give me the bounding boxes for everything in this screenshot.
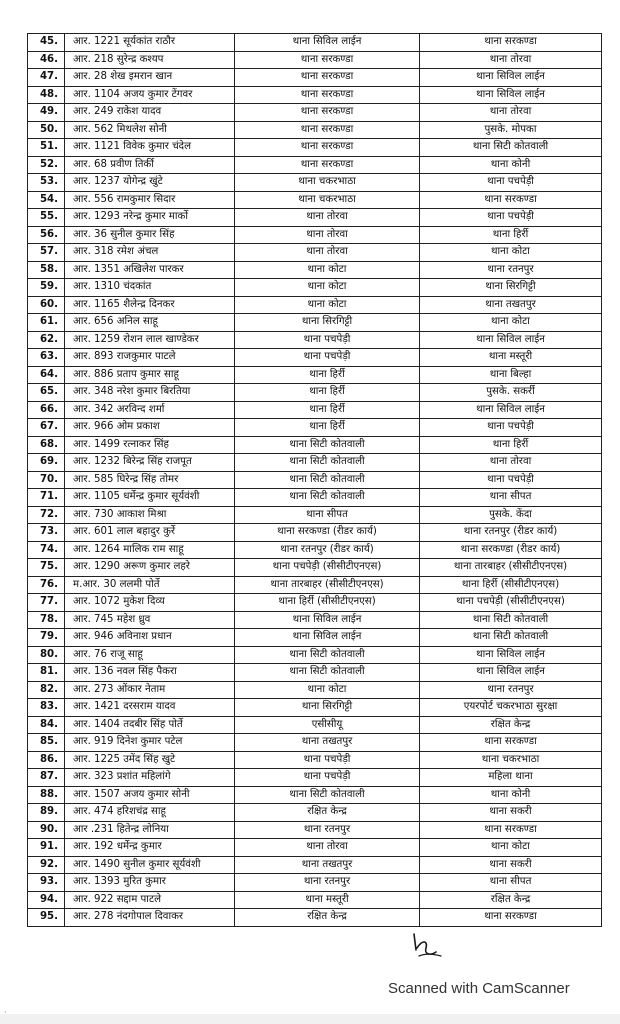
employee-name: आर. 474 हरिशचंद्र साहू xyxy=(65,804,235,822)
from-station: थाना मस्तूरी xyxy=(235,891,420,909)
to-station: थाना तोरवा xyxy=(420,51,602,69)
to-station: थाना कोटा xyxy=(420,314,602,332)
row-number: 81. xyxy=(28,664,65,682)
row-number: 70. xyxy=(28,471,65,489)
employee-name: आर. 28 शेख इमरान खान xyxy=(65,69,235,87)
from-station: थाना तोरवा xyxy=(235,244,420,262)
from-station: थाना सरकण्डा xyxy=(235,156,420,174)
from-station: थाना सिटी कोतवाली xyxy=(235,436,420,454)
to-station: थाना तोरवा xyxy=(420,454,602,472)
employee-name: आर .231 हितेन्द्र लोनिया xyxy=(65,821,235,839)
from-station: थाना सरकण्डा xyxy=(235,86,420,104)
to-station: थाना कोटा xyxy=(420,244,602,262)
row-number: 84. xyxy=(28,716,65,734)
employee-name: आर. 966 ओम प्रकाश xyxy=(65,419,235,437)
row-number: 67. xyxy=(28,419,65,437)
employee-name: आर. 323 प्रशांत महिलांगे xyxy=(65,769,235,787)
from-station: थाना कोटा xyxy=(235,279,420,297)
from-station: थाना रतनपुर xyxy=(235,874,420,892)
employee-name: आर. 1490 सुनील कुमार सूर्यवंशी xyxy=(65,856,235,874)
row-number: 91. xyxy=(28,839,65,857)
from-station: थाना तखतपुर xyxy=(235,856,420,874)
camscanner-watermark: Scanned with CamScanner xyxy=(388,980,570,997)
employee-name: आर. 1259 रोशन लाल खाण्डेकर xyxy=(65,331,235,349)
to-station: थाना कोटा xyxy=(420,839,602,857)
employee-name: आर. 1225 उमेंद सिंह खुटे xyxy=(65,751,235,769)
employee-name: आर. 601 लाल बहादुर कुर्रे xyxy=(65,524,235,542)
row-number: 77. xyxy=(28,594,65,612)
table-row xyxy=(28,891,602,909)
from-station: थाना सिरगिट्टी xyxy=(235,314,420,332)
employee-name: आर. 1507 अजय कुमार सोनी xyxy=(65,786,235,804)
row-number: 71. xyxy=(28,489,65,507)
from-station: थाना हिर्री xyxy=(235,419,420,437)
table-row xyxy=(28,209,602,227)
to-station: थाना पचपेड़ी (सीसीटीएनएस) xyxy=(420,594,602,612)
row-number: 90. xyxy=(28,821,65,839)
to-station: थाना सरकण्डा xyxy=(420,734,602,752)
to-station: थाना सिविल लाईन xyxy=(420,69,602,87)
employee-name: आर. 946 अविनाश प्रधान xyxy=(65,629,235,647)
to-station: थाना सकरी xyxy=(420,804,602,822)
table-row xyxy=(28,191,602,209)
to-station: थाना सरकण्डा xyxy=(420,821,602,839)
to-station: थाना सरकण्डा xyxy=(420,34,602,52)
to-station: थाना तखतपुर xyxy=(420,296,602,314)
signature-icon xyxy=(408,926,448,966)
employee-name: आर. 1165 शैलेन्द्र दिनकर xyxy=(65,296,235,314)
from-station: थाना चकरभाठा xyxy=(235,191,420,209)
to-station: थाना तारबाहर (सीसीटीएनएस) xyxy=(420,559,602,577)
corner-mark: · xyxy=(4,1008,7,1017)
table-row xyxy=(28,86,602,104)
row-number: 86. xyxy=(28,751,65,769)
table-row xyxy=(28,629,602,647)
to-station: थाना सीपत xyxy=(420,489,602,507)
to-station: थाना चकरभाठा xyxy=(420,751,602,769)
table-row xyxy=(28,524,602,542)
employee-name: आर. 1404 तदबीर सिंह पोर्ते xyxy=(65,716,235,734)
row-number: 63. xyxy=(28,349,65,367)
to-station: थाना सिविल लाईन xyxy=(420,331,602,349)
page-bottom-strip xyxy=(0,1014,620,1024)
row-number: 65. xyxy=(28,384,65,402)
table-row xyxy=(28,34,602,52)
from-station: थाना सरकण्डा (रीडर कार्य) xyxy=(235,524,420,542)
table-row xyxy=(28,454,602,472)
row-number: 64. xyxy=(28,366,65,384)
to-station: थाना सरकण्डा (रीडर कार्य) xyxy=(420,541,602,559)
employee-name: आर. 585 घिरेन्द्र सिंह तोमर xyxy=(65,471,235,489)
table-row xyxy=(28,576,602,594)
row-number: 45. xyxy=(28,34,65,52)
transfer-table-body xyxy=(28,34,602,927)
table-row xyxy=(28,296,602,314)
row-number: 56. xyxy=(28,226,65,244)
row-number: 72. xyxy=(28,506,65,524)
to-station: थाना रतनपुर (रीडर कार्य) xyxy=(420,524,602,542)
table-row xyxy=(28,559,602,577)
table-row xyxy=(28,874,602,892)
employee-name: आर. 656 अनिल साहू xyxy=(65,314,235,332)
from-station: थाना हिर्री xyxy=(235,401,420,419)
transfer-list-sheet xyxy=(27,33,601,927)
from-station: थाना सिरगिट्टी xyxy=(235,699,420,717)
row-number: 47. xyxy=(28,69,65,87)
from-station: थाना रतनपुर (रीडर कार्य) xyxy=(235,541,420,559)
employee-name: आर. 218 सुरेन्द्र कश्यप xyxy=(65,51,235,69)
row-number: 78. xyxy=(28,611,65,629)
to-station: पुसके. सकर्री xyxy=(420,384,602,402)
row-number: 59. xyxy=(28,279,65,297)
row-number: 58. xyxy=(28,261,65,279)
table-row xyxy=(28,751,602,769)
from-station: थाना सिटी कोतवाली xyxy=(235,471,420,489)
employee-name: आर. 1293 नरेन्द्र कुमार मार्को xyxy=(65,209,235,227)
row-number: 50. xyxy=(28,121,65,139)
row-number: 52. xyxy=(28,156,65,174)
table-row xyxy=(28,821,602,839)
from-station: थाना कोटा xyxy=(235,261,420,279)
table-row xyxy=(28,139,602,157)
table-row xyxy=(28,261,602,279)
employee-name: आर. 1237 योगेन्द्र खुंटे xyxy=(65,174,235,192)
from-station: रक्षित केन्द्र xyxy=(235,804,420,822)
row-number: 79. xyxy=(28,629,65,647)
from-station: थाना पचपेड़ी xyxy=(235,751,420,769)
row-number: 68. xyxy=(28,436,65,454)
row-number: 51. xyxy=(28,139,65,157)
row-number: 62. xyxy=(28,331,65,349)
from-station: थाना सिटी कोतवाली xyxy=(235,646,420,664)
from-station: थाना पचपेड़ी (सीसीटीएनएस) xyxy=(235,559,420,577)
to-station: थाना सिविल लाईन xyxy=(420,86,602,104)
from-station: थाना सिविल लाईन xyxy=(235,629,420,647)
row-number: 85. xyxy=(28,734,65,752)
from-station: थाना सरकण्डा xyxy=(235,51,420,69)
employee-name: आर. 1290 अरूण कुमार लहरे xyxy=(65,559,235,577)
table-row xyxy=(28,104,602,122)
employee-name: आर. 1393 मुरित कुमार xyxy=(65,874,235,892)
row-number: 54. xyxy=(28,191,65,209)
employee-name: आर. 136 नवल सिंह पैकरा xyxy=(65,664,235,682)
employee-name: आर. 1264 मालिक राम साहू xyxy=(65,541,235,559)
row-number: 73. xyxy=(28,524,65,542)
from-station: थाना तोरवा xyxy=(235,226,420,244)
from-station: थाना सरकण्डा xyxy=(235,104,420,122)
table-row xyxy=(28,646,602,664)
table-row xyxy=(28,699,602,717)
table-row xyxy=(28,69,602,87)
table-row xyxy=(28,366,602,384)
from-station: थाना पचपेड़ी xyxy=(235,769,420,787)
table-row xyxy=(28,681,602,699)
employee-name: आर. 1221 सूर्यकांत राठौर xyxy=(65,34,235,52)
employee-name: आर. 318 रमेश अंचल xyxy=(65,244,235,262)
row-number: 87. xyxy=(28,769,65,787)
table-row xyxy=(28,804,602,822)
table-row xyxy=(28,541,602,559)
to-station: थाना सिटी कोतवाली xyxy=(420,629,602,647)
to-station: थाना हिर्री xyxy=(420,436,602,454)
table-row xyxy=(28,594,602,612)
to-station: थाना रतनपुर xyxy=(420,261,602,279)
table-row xyxy=(28,331,602,349)
from-station: रक्षित केन्द्र xyxy=(235,909,420,927)
to-station: पुसके. केंदा xyxy=(420,506,602,524)
from-station: थाना तोरवा xyxy=(235,839,420,857)
employee-name: आर. 278 नंदगोपाल दिवाकर xyxy=(65,909,235,927)
to-station: थाना सिविल लाईन xyxy=(420,646,602,664)
table-row xyxy=(28,121,602,139)
from-station: थाना सिटी कोतवाली xyxy=(235,664,420,682)
from-station: थाना सिटी कोतवाली xyxy=(235,454,420,472)
row-number: 93. xyxy=(28,874,65,892)
from-station: थाना सरकण्डा xyxy=(235,69,420,87)
employee-name: आर. 1351 अखिलेश पारकर xyxy=(65,261,235,279)
from-station: थाना सिविल लाईन xyxy=(235,611,420,629)
to-station: रक्षित केन्द्र xyxy=(420,716,602,734)
from-station: थाना हिर्री xyxy=(235,384,420,402)
row-number: 76. xyxy=(28,576,65,594)
row-number: 49. xyxy=(28,104,65,122)
table-row xyxy=(28,716,602,734)
employee-name: आर. 1072 मुकेश दिव्य xyxy=(65,594,235,612)
to-station: थाना हिर्री (सीसीटीएनएस) xyxy=(420,576,602,594)
to-station: थाना सिविल लाईन xyxy=(420,664,602,682)
to-station: थाना कोनी xyxy=(420,786,602,804)
from-station: थाना तारबाहर (सीसीटीएनएस) xyxy=(235,576,420,594)
employee-name: म.आर. 30 ललमी पोर्ते xyxy=(65,576,235,594)
from-station: थाना हिर्री xyxy=(235,366,420,384)
to-station: थाना सरकण्डा xyxy=(420,191,602,209)
row-number: 53. xyxy=(28,174,65,192)
to-station: थाना सिविल लाईन xyxy=(420,401,602,419)
from-station: थाना हिर्री (सीसीटीएनएस) xyxy=(235,594,420,612)
row-number: 61. xyxy=(28,314,65,332)
employee-name: आर. 919 दिनेश कुमार पटेल xyxy=(65,734,235,752)
to-station: महिला थाना xyxy=(420,769,602,787)
table-row xyxy=(28,51,602,69)
employee-name: आर. 36 सुनील कुमार सिंह xyxy=(65,226,235,244)
row-number: 92. xyxy=(28,856,65,874)
from-station: थाना तखतपुर xyxy=(235,734,420,752)
to-station: थाना तोरवा xyxy=(420,104,602,122)
table-row xyxy=(28,349,602,367)
from-station: थाना चकरभाठा xyxy=(235,174,420,192)
row-number: 83. xyxy=(28,699,65,717)
table-row xyxy=(28,506,602,524)
row-number: 55. xyxy=(28,209,65,227)
to-station: पुसके. मोपका xyxy=(420,121,602,139)
table-row xyxy=(28,156,602,174)
employee-name: आर. 342 अरविन्द शर्मा xyxy=(65,401,235,419)
employee-name: आर. 1310 चंदकांत xyxy=(65,279,235,297)
from-station: थाना सिटी कोतवाली xyxy=(235,786,420,804)
from-station: थाना सीपत xyxy=(235,506,420,524)
from-station: थाना कोटा xyxy=(235,296,420,314)
table-row xyxy=(28,909,602,927)
to-station: थाना सिटी कोतवाली xyxy=(420,611,602,629)
table-row xyxy=(28,314,602,332)
table-row xyxy=(28,244,602,262)
row-number: 57. xyxy=(28,244,65,262)
from-station: थाना तोरवा xyxy=(235,209,420,227)
employee-name: आर. 562 मिथलेश सोनी xyxy=(65,121,235,139)
to-station: एयरपोर्ट चकरभाठा सुरक्षा xyxy=(420,699,602,717)
employee-name: आर. 348 नरेश कुमार बिरतिया xyxy=(65,384,235,402)
employee-name: आर. 1499 रत्नाकर सिंह xyxy=(65,436,235,454)
row-number: 74. xyxy=(28,541,65,559)
to-station: थाना सीपत xyxy=(420,874,602,892)
table-row xyxy=(28,174,602,192)
to-station: थाना पचपेड़ी xyxy=(420,174,602,192)
table-row xyxy=(28,664,602,682)
table-row xyxy=(28,436,602,454)
employee-name: आर. 556 रामकुमार सिदार xyxy=(65,191,235,209)
from-station: थाना पचपेड़ी xyxy=(235,349,420,367)
table-row xyxy=(28,489,602,507)
to-station: थाना कोनी xyxy=(420,156,602,174)
table-row xyxy=(28,279,602,297)
table-row xyxy=(28,226,602,244)
row-number: 75. xyxy=(28,559,65,577)
from-station: थाना सरकण्डा xyxy=(235,121,420,139)
employee-name: आर. 273 ओंकार नेताम xyxy=(65,681,235,699)
to-station: थाना पचपेड़ी xyxy=(420,209,602,227)
to-station: थाना मस्तूरी xyxy=(420,349,602,367)
employee-name: आर. 886 प्रताप कुमार साहू xyxy=(65,366,235,384)
employee-name: आर. 76 राजू साहू xyxy=(65,646,235,664)
employee-name: आर. 1232 बिरेन्द्र सिंह राजपूत xyxy=(65,454,235,472)
from-station: थाना सरकण्डा xyxy=(235,139,420,157)
row-number: 69. xyxy=(28,454,65,472)
to-station: थाना हिर्री xyxy=(420,226,602,244)
to-station: थाना सकरी xyxy=(420,856,602,874)
employee-name: आर. 1421 दरसराम यादव xyxy=(65,699,235,717)
to-station: थाना पचपेड़ी xyxy=(420,471,602,489)
employee-name: आर. 922 सद्दाम पाटले xyxy=(65,891,235,909)
row-number: 88. xyxy=(28,786,65,804)
employee-name: आर. 1105 धर्मेन्द्र कुमार सूर्यवंशी xyxy=(65,489,235,507)
row-number: 89. xyxy=(28,804,65,822)
row-number: 94. xyxy=(28,891,65,909)
table-row xyxy=(28,786,602,804)
transfer-table xyxy=(27,33,602,927)
to-station: थाना सिरगिट्टी xyxy=(420,279,602,297)
from-station: थाना सिटी कोतवाली xyxy=(235,489,420,507)
table-row xyxy=(28,734,602,752)
table-row xyxy=(28,471,602,489)
row-number: 48. xyxy=(28,86,65,104)
employee-name: आर. 893 राजकुमार पाटले xyxy=(65,349,235,367)
to-station: थाना सरकण्डा xyxy=(420,909,602,927)
employee-name: आर. 249 राकेश यादव xyxy=(65,104,235,122)
employee-name: आर. 745 महेश ध्रुव xyxy=(65,611,235,629)
row-number: 95. xyxy=(28,909,65,927)
row-number: 46. xyxy=(28,51,65,69)
table-row xyxy=(28,769,602,787)
table-row xyxy=(28,856,602,874)
to-station: थाना पचपेड़ी xyxy=(420,419,602,437)
row-number: 82. xyxy=(28,681,65,699)
to-station: थाना बिल्हा xyxy=(420,366,602,384)
from-station: थाना रतनपुर xyxy=(235,821,420,839)
table-row xyxy=(28,419,602,437)
employee-name: आर. 730 आकाश मिश्रा xyxy=(65,506,235,524)
from-station: थाना कोटा xyxy=(235,681,420,699)
table-row xyxy=(28,384,602,402)
row-number: 66. xyxy=(28,401,65,419)
from-station: थाना पचपेड़ी xyxy=(235,331,420,349)
table-row xyxy=(28,839,602,857)
signature-mark xyxy=(408,926,448,966)
from-station: थाना सिविल लाईन xyxy=(235,34,420,52)
employee-name: आर. 192 धर्मेन्द्र कुमार xyxy=(65,839,235,857)
employee-name: आर. 68 प्रवीण तिर्की xyxy=(65,156,235,174)
to-station: थाना रतनपुर xyxy=(420,681,602,699)
row-number: 80. xyxy=(28,646,65,664)
employee-name: आर. 1104 अजय कुमार टेंगवर xyxy=(65,86,235,104)
to-station: थाना सिटी कोतवाली xyxy=(420,139,602,157)
employee-name: आर. 1121 विवेक कुमार चंदेल xyxy=(65,139,235,157)
table-row xyxy=(28,401,602,419)
from-station: एसीसीयू xyxy=(235,716,420,734)
row-number: 60. xyxy=(28,296,65,314)
table-row xyxy=(28,611,602,629)
to-station: रक्षित केन्द्र xyxy=(420,891,602,909)
